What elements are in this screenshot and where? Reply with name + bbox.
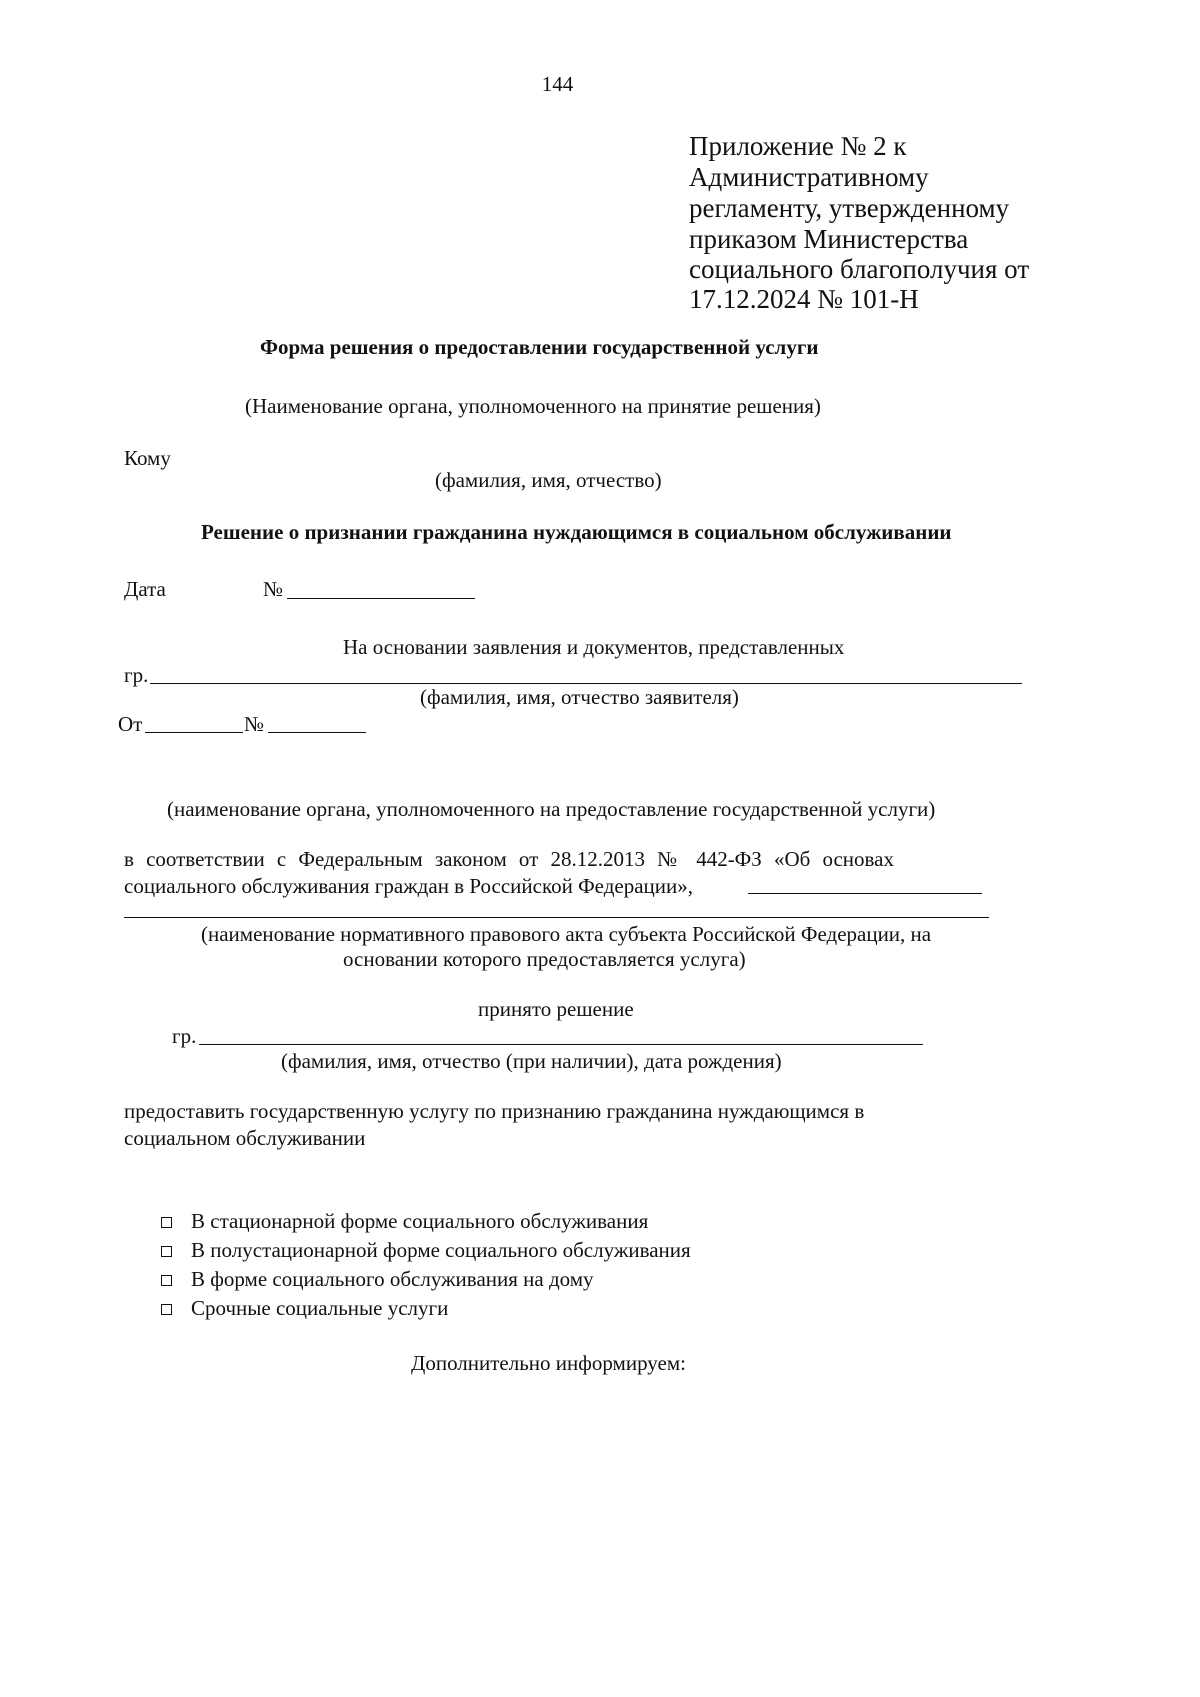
appendix-line-5: социального благополучия от [689,254,1030,284]
citizen-caption: (фамилия, имя, отчество (при наличии), дата рождения) [281,1049,782,1073]
option-urgent-checkbox[interactable] [161,1304,172,1315]
appendix-line-1: Приложение № 2 к [689,131,907,161]
appendix-line-3: регламенту, утвержденному [689,193,1010,223]
appendix-line-6: 17.12.2024 № 101-Н [689,284,919,314]
law-line-2: социального обслуживания граждан в Российской Федерации», [124,874,694,898]
from-label: От [118,712,143,736]
decision-title: Решение о признании гражданина нуждающимся в социальном обслуживании [201,520,952,544]
regional-act-field-2[interactable] [124,917,989,918]
provider-caption: (наименование органа, уполномоченного на предоставление государственной услуги) [167,797,936,821]
number-label: № [263,577,284,601]
authority-caption: (Наименование органа, уполномоченного на принятие решения) [245,394,821,418]
option-home-checkbox[interactable] [161,1275,172,1286]
applicant-name-field[interactable] [150,683,1022,684]
option-stationary-checkbox[interactable] [161,1217,172,1228]
page-number: 144 [541,72,574,96]
decision-number-field[interactable] [287,598,475,599]
applicant-caption: (фамилия, имя, отчество заявителя) [420,685,739,709]
provide-line-2: социальном обслуживании [124,1126,366,1150]
option-semi-stationary-label: В полустационарной форме социального обслуживания [191,1238,691,1262]
decided-text: принято решение [478,997,634,1021]
option-home-label: В форме социального обслуживания на дому [191,1267,594,1291]
citizen-prefix-2: гр. [172,1024,197,1048]
regional-act-field[interactable] [748,893,982,894]
law-line-1: в соответствии с Федеральным законом от 28.12.2013 № 442-ФЗ «Об основах [124,847,894,871]
form-title: Форма решения о предоставлении государственной услуги [260,335,819,359]
to-caption: (фамилия, имя, отчество) [435,468,662,492]
from-number-label: № [244,712,265,736]
option-urgent-label: Срочные социальные услуги [191,1296,449,1320]
appendix-line-2: Административному [689,162,929,192]
additional-info: Дополнительно информируем: [411,1351,686,1375]
date-label: Дата [124,577,166,601]
appendix-line-4: приказом Министерства [689,224,969,254]
option-semi-stationary-checkbox[interactable] [161,1246,172,1257]
act-caption-line-2: основании которого предоставляется услуга) [343,947,746,971]
act-caption-line-1: (наименование нормативного правового акта субъекта Российской Федерации, на [201,922,932,946]
citizen-name-field[interactable] [199,1044,923,1045]
from-number-field[interactable] [268,732,366,733]
option-stationary-label: В стационарной форме социального обслуживания [191,1209,649,1233]
provide-line-1: предоставить государственную услугу по признанию гражданина нуждающимся в [124,1099,865,1123]
basis-text: На основании заявления и документов, представленных [343,635,845,659]
to-label: Кому [124,446,171,470]
from-date-field[interactable] [145,732,243,733]
citizen-prefix: гр. [124,663,149,687]
